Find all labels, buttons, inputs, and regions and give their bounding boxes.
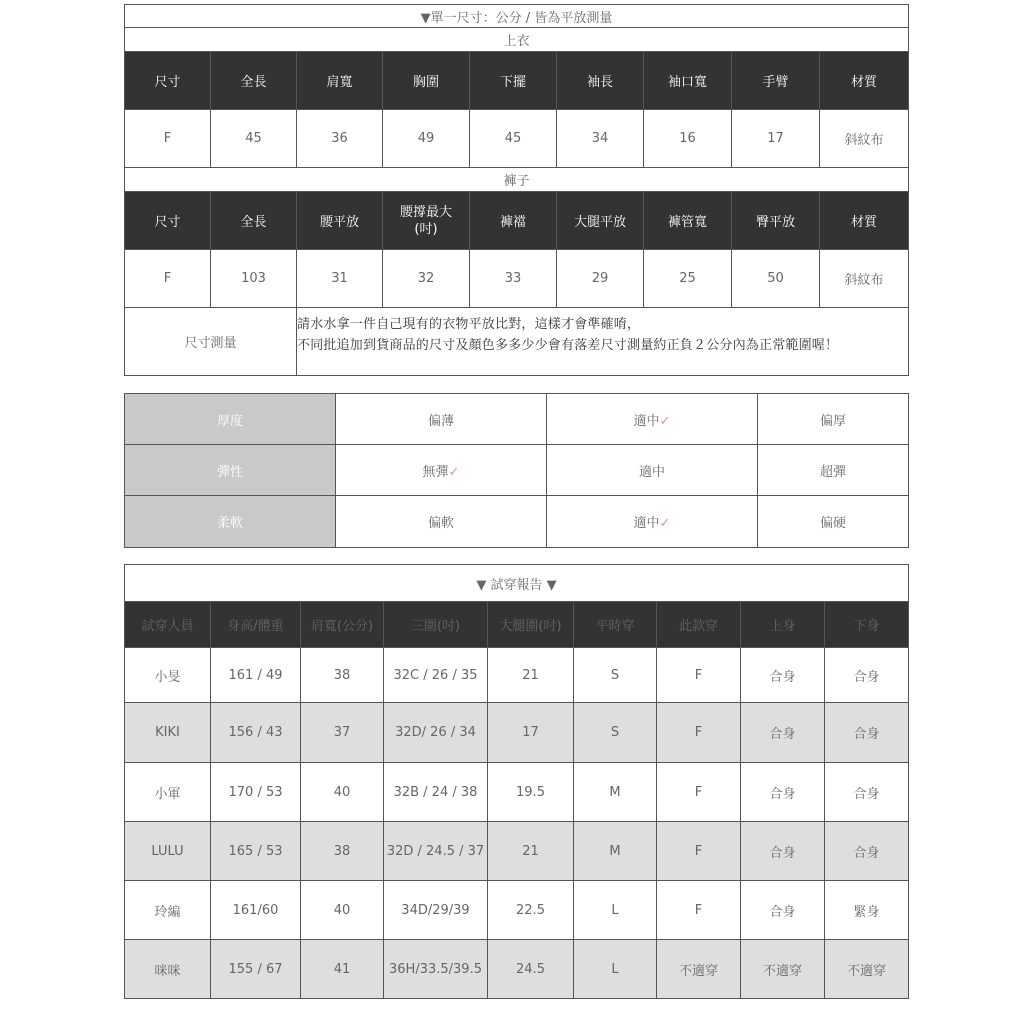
table-cell: 21 [488, 822, 574, 881]
option-text: 適中 [633, 516, 660, 531]
value-cell: 29 [557, 250, 644, 308]
fabric-option [758, 445, 909, 496]
note-line: 請水水拿一件自己現有的衣物平放比對，這樣才會準確唷， [297, 317, 641, 332]
header-cell: 褲管寬 [644, 192, 732, 250]
option-text: 適中 [638, 464, 665, 480]
header-cell: 肩寬(公分) [301, 602, 384, 648]
table-row [125, 940, 909, 999]
table-cell: LULU [125, 822, 211, 881]
fabric-option [758, 496, 909, 548]
table-cell: 咪咪 [125, 940, 211, 999]
fabric-label: 柔軟 [125, 496, 336, 548]
value-cell: 49 [383, 110, 470, 168]
header-line: (吋) [414, 221, 438, 237]
table-cell: KIKI [125, 703, 211, 763]
top-section-label: 上衣 [125, 28, 909, 52]
value-cell: 34 [557, 110, 644, 168]
fitting-report-title: ▼ 試穿報告 ▼ [125, 565, 909, 602]
value-cell: 16 [644, 110, 732, 168]
table-row [125, 822, 909, 881]
table-cell: 24.5 [488, 940, 574, 999]
header-cell: 肩寬 [297, 52, 383, 110]
note-text [297, 308, 909, 376]
table-cell: 合身 [741, 703, 825, 763]
table-cell: F [657, 648, 741, 703]
pants-header-row [125, 192, 909, 250]
header-cell: 材質 [820, 52, 909, 110]
table-cell: 22.5 [488, 881, 574, 940]
value-cell: 斜紋布 [820, 110, 909, 168]
header-cell: 試穿人員 [125, 602, 211, 648]
table-cell: M [574, 763, 657, 822]
table-cell: 37 [301, 703, 384, 763]
table-cell: F [657, 822, 741, 881]
header-cell: 平時穿 [574, 602, 657, 648]
fabric-row-elasticity [125, 445, 909, 496]
header-cell: 材質 [820, 192, 909, 250]
table-cell: 161 / 49 [211, 648, 301, 703]
fitting-report-table [124, 564, 909, 999]
table-row [125, 763, 909, 822]
header-cell: 此款穿 [657, 602, 741, 648]
header-cell: 全長 [211, 52, 297, 110]
header-cell: 三圍(吋) [384, 602, 488, 648]
table-cell: 38 [301, 822, 384, 881]
value-cell: 33 [470, 250, 557, 308]
table-cell: F [657, 763, 741, 822]
value-cell: 25 [644, 250, 732, 308]
header-cell: 大腿圍(吋) [488, 602, 574, 648]
table-cell: 170 / 53 [211, 763, 301, 822]
size-chart-table [124, 4, 909, 376]
note-label: 尺寸測量 [125, 308, 297, 376]
table-cell: 小軍 [125, 763, 211, 822]
value-cell: F [125, 110, 211, 168]
header-cell: 下身 [825, 602, 909, 648]
option-text: 超彈 [819, 464, 846, 480]
table-cell: 165 / 53 [211, 822, 301, 881]
header-line: 腰撐最大 [399, 204, 452, 220]
table-row [125, 648, 909, 703]
size-chart-title: ▼單一尺寸：公分 / 皆為平放測量 [125, 5, 909, 28]
table-cell: 合身 [825, 703, 909, 763]
table-cell: F [657, 703, 741, 763]
table-cell: 32D/ 26 / 34 [384, 703, 488, 763]
fabric-row-softness [125, 496, 909, 548]
header-cell-waist-max [383, 192, 470, 250]
table-cell: S [574, 648, 657, 703]
value-cell: 斜紋布 [820, 250, 909, 308]
table-cell: 小旻 [125, 648, 211, 703]
table-row [125, 703, 909, 763]
header-cell: 身高/體重 [211, 602, 301, 648]
table-cell: 40 [301, 763, 384, 822]
note-row [125, 308, 909, 376]
fabric-table [124, 393, 909, 548]
table-cell: 32D / 24.5 / 37 [384, 822, 488, 881]
fabric-option [758, 394, 909, 445]
value-cell: 36 [297, 110, 383, 168]
table-cell: 玲編 [125, 881, 211, 940]
table-cell: 19.5 [488, 763, 574, 822]
table-cell: S [574, 703, 657, 763]
table-cell: 36H/33.5/39.5 [384, 940, 488, 999]
fabric-option [547, 445, 758, 496]
table-cell: 不適穿 [657, 940, 741, 999]
header-cell: 尺寸 [125, 192, 211, 250]
fabric-option-selected [547, 394, 758, 445]
option-text: 偏軟 [427, 516, 454, 531]
header-cell: 褲襠 [470, 192, 557, 250]
table-cell: 34D/29/39 [384, 881, 488, 940]
table-cell: 合身 [741, 881, 825, 940]
option-text: 偏薄 [427, 413, 454, 429]
value-cell: 45 [470, 110, 557, 168]
fabric-option [336, 496, 547, 548]
header-cell: 腰平放 [297, 192, 383, 250]
header-cell: 大腿平放 [557, 192, 644, 250]
table-cell: 161/60 [211, 881, 301, 940]
option-text: 適中 [633, 413, 660, 429]
value-cell: 45 [211, 110, 297, 168]
pants-value-row [125, 250, 909, 308]
header-cell: 胸圍 [383, 52, 470, 110]
table-cell: 合身 [825, 763, 909, 822]
value-cell: 32 [383, 250, 470, 308]
fabric-option [336, 394, 547, 445]
value-cell: F [125, 250, 211, 308]
option-text: 偏硬 [819, 516, 846, 531]
table-cell: M [574, 822, 657, 881]
table-cell: 40 [301, 881, 384, 940]
option-text: 無彈 [422, 464, 449, 480]
top-header-row [125, 52, 909, 110]
header-cell: 上身 [741, 602, 825, 648]
check-icon: ✓ [659, 413, 671, 429]
fabric-option-selected [336, 445, 547, 496]
table-cell: 41 [301, 940, 384, 999]
table-cell: 合身 [741, 822, 825, 881]
value-cell: 17 [732, 110, 820, 168]
value-cell: 50 [732, 250, 820, 308]
table-cell: 不適穿 [741, 940, 825, 999]
table-cell: 21 [488, 648, 574, 703]
table-cell: L [574, 881, 657, 940]
table-cell: L [574, 940, 657, 999]
fitting-header-row [125, 602, 909, 648]
table-cell: 合身 [825, 648, 909, 703]
table-cell: 156 / 43 [211, 703, 301, 763]
table-row [125, 881, 909, 940]
fabric-label: 彈性 [125, 445, 336, 496]
value-cell: 103 [211, 250, 297, 308]
table-cell: 緊身 [825, 881, 909, 940]
table-cell: 合身 [825, 822, 909, 881]
option-text: 偏厚 [819, 413, 846, 429]
header-cell: 袖長 [557, 52, 644, 110]
table-cell: 32C / 26 / 35 [384, 648, 488, 703]
table-cell: F [657, 881, 741, 940]
check-icon: ✓ [659, 516, 671, 531]
header-cell: 尺寸 [125, 52, 211, 110]
check-icon: ✓ [448, 464, 460, 480]
table-cell: 155 / 67 [211, 940, 301, 999]
table-cell: 合身 [741, 648, 825, 703]
table-cell: 17 [488, 703, 574, 763]
header-cell: 袖口寬 [644, 52, 732, 110]
table-cell: 合身 [741, 763, 825, 822]
pants-section-label: 褲子 [125, 168, 909, 192]
header-cell: 全長 [211, 192, 297, 250]
header-cell: 下擺 [470, 52, 557, 110]
header-cell: 臀平放 [732, 192, 820, 250]
top-value-row [125, 110, 909, 168]
fabric-option-selected [547, 496, 758, 548]
table-cell: 32B / 24 / 38 [384, 763, 488, 822]
table-cell: 38 [301, 648, 384, 703]
fabric-label: 厚度 [125, 394, 336, 445]
header-cell: 手臂 [732, 52, 820, 110]
value-cell: 31 [297, 250, 383, 308]
fabric-row-thickness [125, 394, 909, 445]
note-line: 不同批追加到貨商品的尺寸及顏色多多少少會有落差尺寸測量約正負２公分內為正常範圍喔！ [297, 338, 839, 353]
table-cell: 不適穿 [825, 940, 909, 999]
